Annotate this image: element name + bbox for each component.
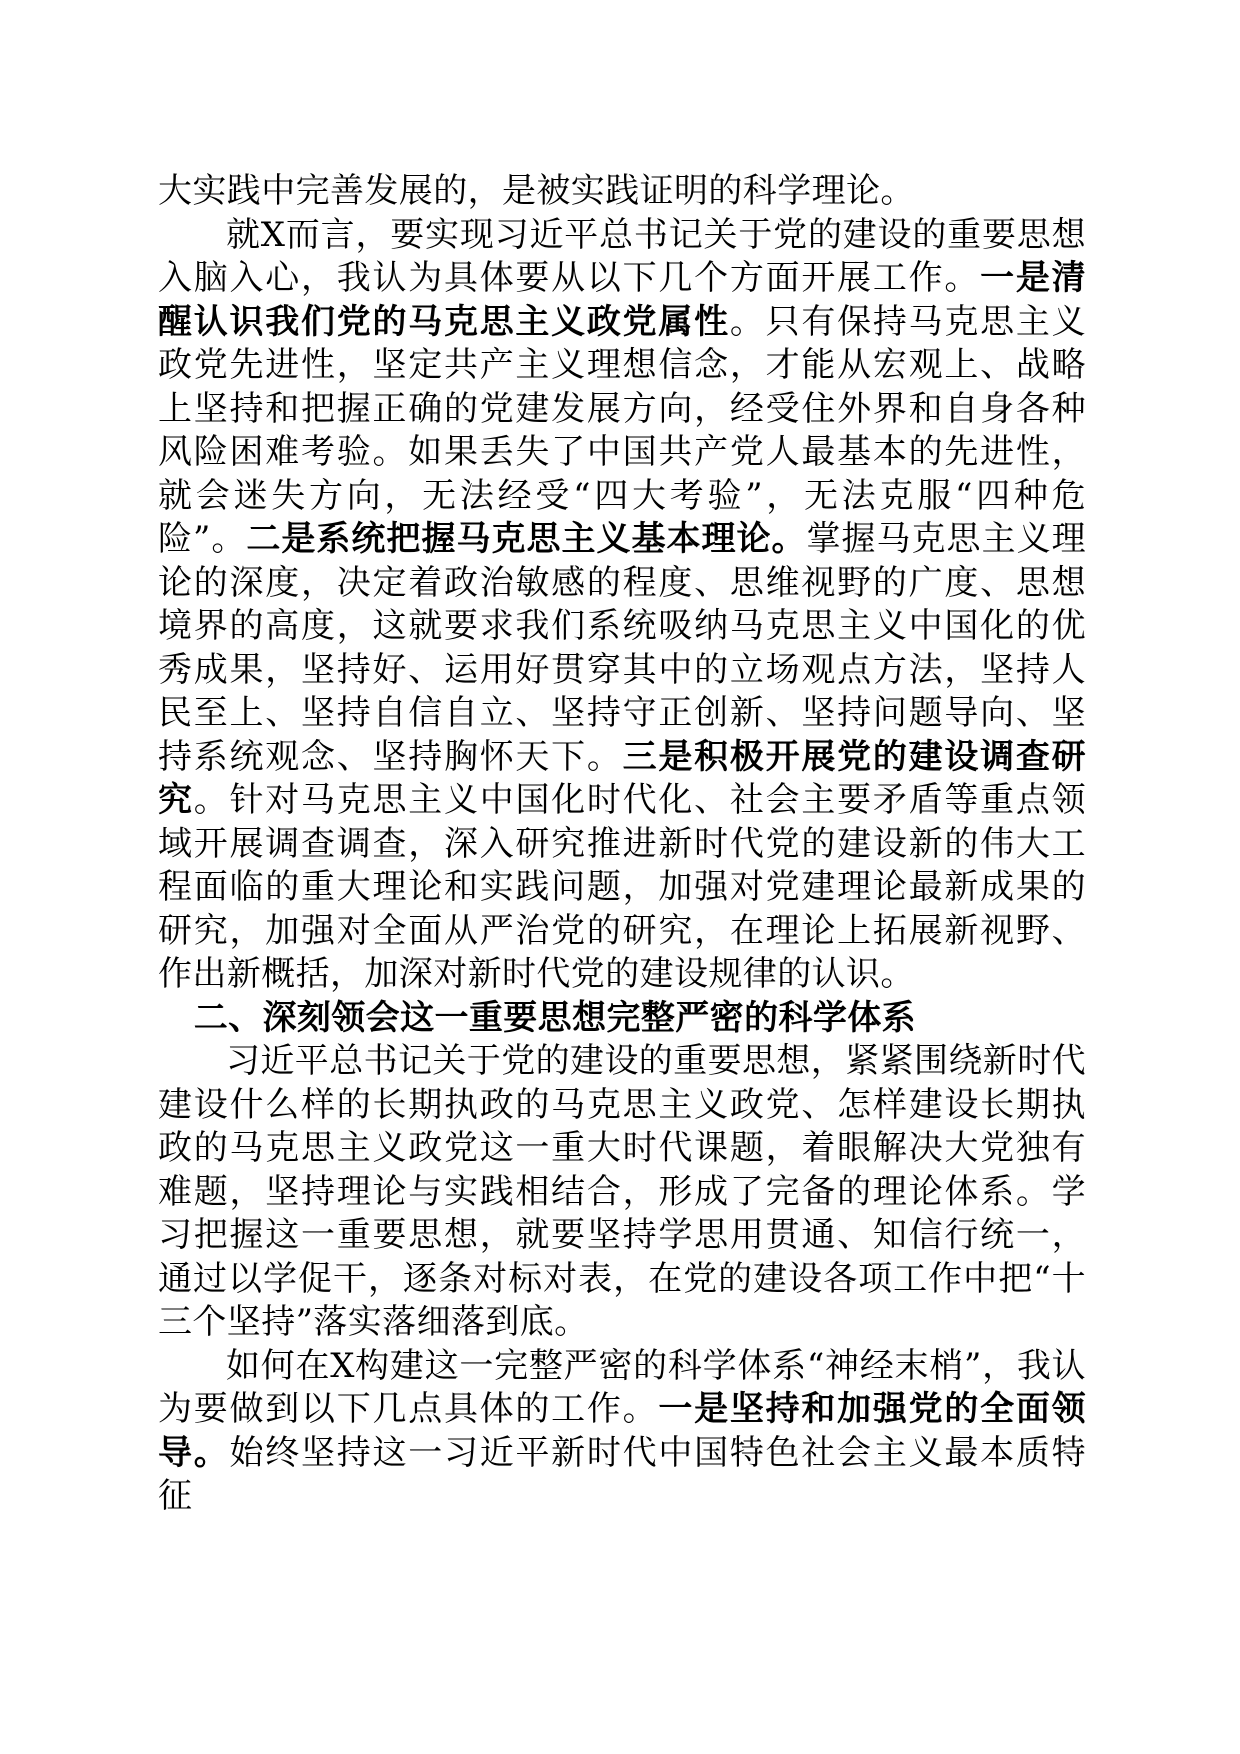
paragraph-1 (158, 170, 1086, 214)
paragraph-2-text-4: 。针对马克思主义中国化时代化、社会主要矛盾等重点领域开展调查调查，深入研究推进新时代党的建设新的伟大工程面临的重大理论和实践问题，加强对党建理论最新成果的研究，加强对全面从严治党的研究，在理论上拓展新视野、作出新概括，加深对新时代党的建设规律的认识。 (158, 780, 1086, 994)
paragraph-2-text-3: 掌握马克思主义理论的深度，决定着政治敏感的程度、思维视野的广度、思想境界的高度，这就要求我们系统吸纳马克思主义中国化的优秀成果，坚持好、运用好贯穿其中的立场观点方法，坚持人民至上、坚持自信自立、坚持守正创新、坚持问题导向、坚持系统观念、坚持胸怀天下。 (158, 519, 1086, 777)
paragraph-2-text-1: 就X而言，要实现习近平总书记关于党的建设的重要思想入脑入心，我认为具体要从以下几个方面开展工作。 (158, 214, 1086, 298)
paragraph-4 (158, 1345, 1086, 1519)
paragraph-3-text: 习近平总书记关于党的建设的重要思想，紧紧围绕新时代建设什么样的长期执政的马克思主义政党、怎样建设长期执政的马克思主义政党这一重大时代课题，着眼解决大党独有难题，坚持理论与实践相结合，形成了完备的理论体系。学习把握这一重要思想，就要坚持学思用贯通、知信行统一，通过以学促干，逐条对标对表，在党的建设各项工作中把“十三个坚持”落实落细落到底。 (158, 1041, 1086, 1342)
paragraph-2 (158, 214, 1086, 997)
point-one-heading-2: 一是坚持和加强党的全面领导。 (158, 1389, 1086, 1473)
point-one-heading: 一是清醒认识我们党的马克思主义政党属性 (158, 258, 1086, 342)
point-three-heading: 三是积极开展党的建设调查研究 (158, 736, 1086, 820)
paragraph-4-text-2: 始终坚持这一习近平新时代中国特色社会主义最本质特征 (158, 1432, 1086, 1516)
document-body (158, 170, 1086, 1519)
point-two-heading: 二是系统把握马克思主义基本理论。 (246, 519, 807, 559)
section-heading: 二、深刻领会这一重要思想完整严密的科学体系 (193, 997, 917, 1038)
paragraph-4-text-1: 如何在X构建这一完整严密的科学体系“神经末梢”，我认为要做到以下几点具体的工作。 (158, 1345, 1086, 1429)
paragraph-2-text-2: 。只有保持马克思主义政党先进性，坚定共产主义理想信念，才能从宏观上、战略上坚持和把握正确的党建发展方向，经受住外界和自身各种风险困难考验。如果丢失了中国共产党人最基本的先进性，就会迷失方向，无法经受“四大考验”，无法克服“四种危险”。 (158, 301, 1086, 559)
paragraph-1-text: 大实践中完善发展的，是被实践证明的科学理论。 (158, 171, 915, 211)
paragraph-3 (158, 1040, 1086, 1345)
